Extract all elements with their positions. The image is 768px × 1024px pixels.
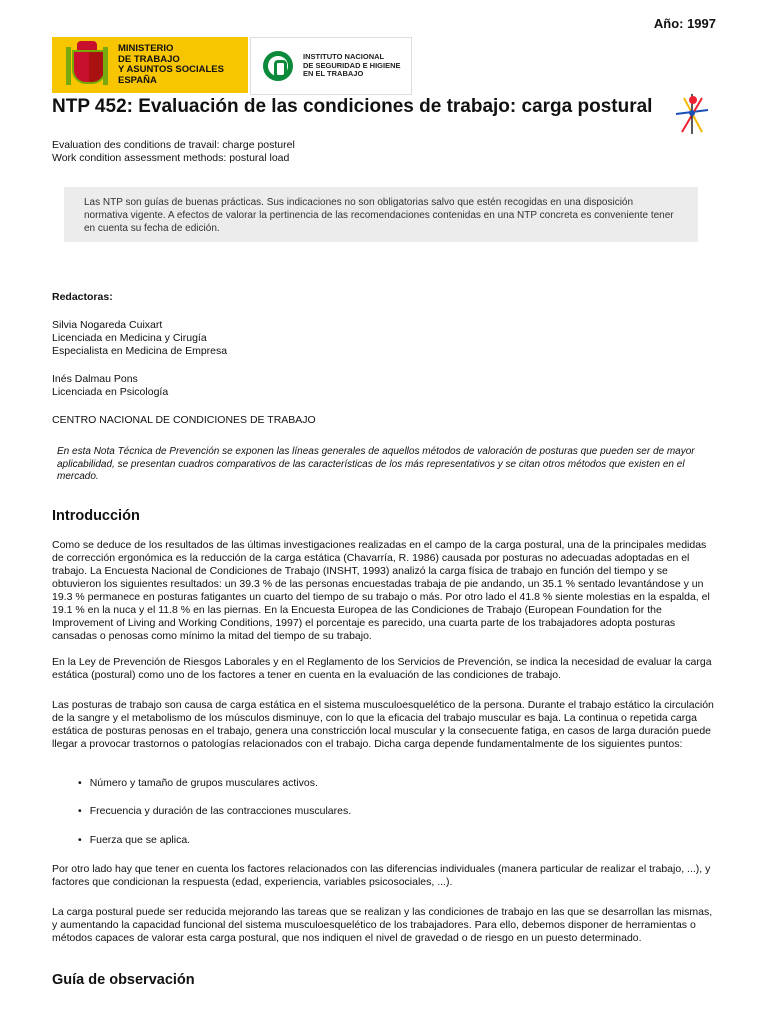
institute-logo (250, 37, 412, 95)
author-1: Silvia Nogareda Cuixart Licenciada en Medicina y Cirugía Especialista en Medicina de Empresa (52, 319, 228, 357)
author-2: Inés Dalmau Pons Licenciada en Psicología (52, 373, 169, 398)
institute-logo-text: INSTITUTO NACIONAL DE SEGURIDAD E HIGIENE EN EL TRABAJO (303, 52, 401, 79)
list-item: • Frecuencia y duración de las contracciones musculares. (78, 805, 352, 817)
french-title: Evaluation des conditions de travail: charge posturel (52, 139, 295, 151)
document-title: NTP 452: Evaluación de las condiciones de trabajo: carga postural (52, 96, 653, 117)
intro-paragraph-1: Como se deduce de los resultados de las últimas investigaciones realizadas en el campo de la carga postural, una de la principales medidas de corrección ergonómica es la reducción de la carga estática (Chavarría, R. 1986) causada por posturas no adecuadas adoptadas en el trabajo. La Encuesta Nacional de Condiciones de Trabajo (INSHT, 1993) analizó la carga física de trabajo en función del tiempo y se obtuvieron los siguientes resultados: un 39.3 % de las personas encuestadas trabaja de pie andando, un 35.1 % sentado levantándose y un 19.3 % permanece en posturas fatigantes un cuarto del tiempo de su trabajo o más. Por otro lado el 41.8 % siente molestias en la espalda, el 19.1 % en la nuca y el 11.8 % en las piernas. En la Encuesta Europea de las Condiciones de Trabajo (European Foundation for the Improvement of Living and Working Conditions, 1997) el porcentaje es parecido, una cuarta parte de los trabajadores adopta posturas cansadas o penosas como mínimo la mitad del tiempo de su trabajo. (52, 539, 710, 642)
authors-heading: Redactoras: (52, 291, 113, 303)
header-logos (52, 37, 412, 95)
list-item: • Fuerza que se aplica. (78, 834, 191, 846)
list-item: • Número y tamaño de grupos musculares activos. (78, 777, 318, 789)
ministry-logo (52, 37, 248, 93)
intro-paragraph-4: Por otro lado hay que tener en cuenta los factores relacionados con las diferencias individuales (manera particular de realizar el trabajo, ...), y factores que condicionan la respuesta (edad, experiencia, variables psicosociales, ...). (52, 863, 711, 888)
ministry-logo-text: MINISTERIO DE TRABAJO Y ASUNTOS SOCIALES ESPAÑA (118, 43, 224, 86)
intro-paragraph-3: Las posturas de trabajo son causa de carga estática en el sistema musculoesquelético de la persona. Durante el trabajo estático la circulación de la sangre y el metabolismo de los músculos disminuye, con lo que la eficacia del trabajo muscular es baja. La continua o repetida carga estática de posturas penosas en el trabajo, genera una constricción local muscular y la consecuente fatiga, en casos de larga duración puede llegar a provocar trastornos o patologías relacionados con el trabajo. Dicha carga depende fundamentalmente de los siguientes puntos: (52, 699, 714, 750)
intro-paragraph-2: En la Ley de Prevención de Riesgos Laborales y en el Reglamento de los Servicios de Prevención, se indica la necesidad de evaluar la carga estática (postural) como uno de los factores a tener en cuenta en la evaluación de las condiciones de trabajo. (52, 656, 712, 681)
disclaimer-box: Las NTP son guías de buenas prácticas. Sus indicaciones no son obligatorias salvo que estén recogidas en una disposición normativa vigente. A efectos de valorar la pertinencia de las recomendaciones contenidas en una NTP concreta es conveniente tener en cuenta su fecha de edición. (64, 187, 698, 242)
alternate-titles (52, 139, 295, 165)
ergonomics-figure-icon (672, 92, 712, 136)
english-title: Work condition assessment methods: postural load (52, 152, 290, 164)
intro-heading: Introducción (52, 508, 140, 524)
institute-ring-icon (263, 51, 293, 81)
observation-guide-heading: Guía de observación (52, 972, 195, 988)
coat-of-arms-icon (66, 41, 108, 89)
abstract: En esta Nota Técnica de Prevención se exponen las líneas generales de aquellos métodos de valoración de posturas que pueden ser de mayor aplicabilidad, se presentan cuadros comparativos de las características de los más representativos y se citan otros métodos que existen en el mercado. (57, 446, 695, 482)
center-name: CENTRO NACIONAL DE CONDICIONES DE TRABAJO (52, 414, 316, 426)
document-year: Año: 1997 (653, 16, 716, 31)
intro-paragraph-5: La carga postural puede ser reducida mejorando las tareas que se realizan y las condiciones de trabajo en las que se desarrollan las mismas, y aumentando la capacidad funcional del sistema musculoesquelético de los trabajadores. Para ello, debemos disponer de herramientas o métodos capaces de valorar esta carga postural, que nos indiquen el nivel de gravedad o de riesgo en un puesto determinado. (52, 906, 713, 944)
